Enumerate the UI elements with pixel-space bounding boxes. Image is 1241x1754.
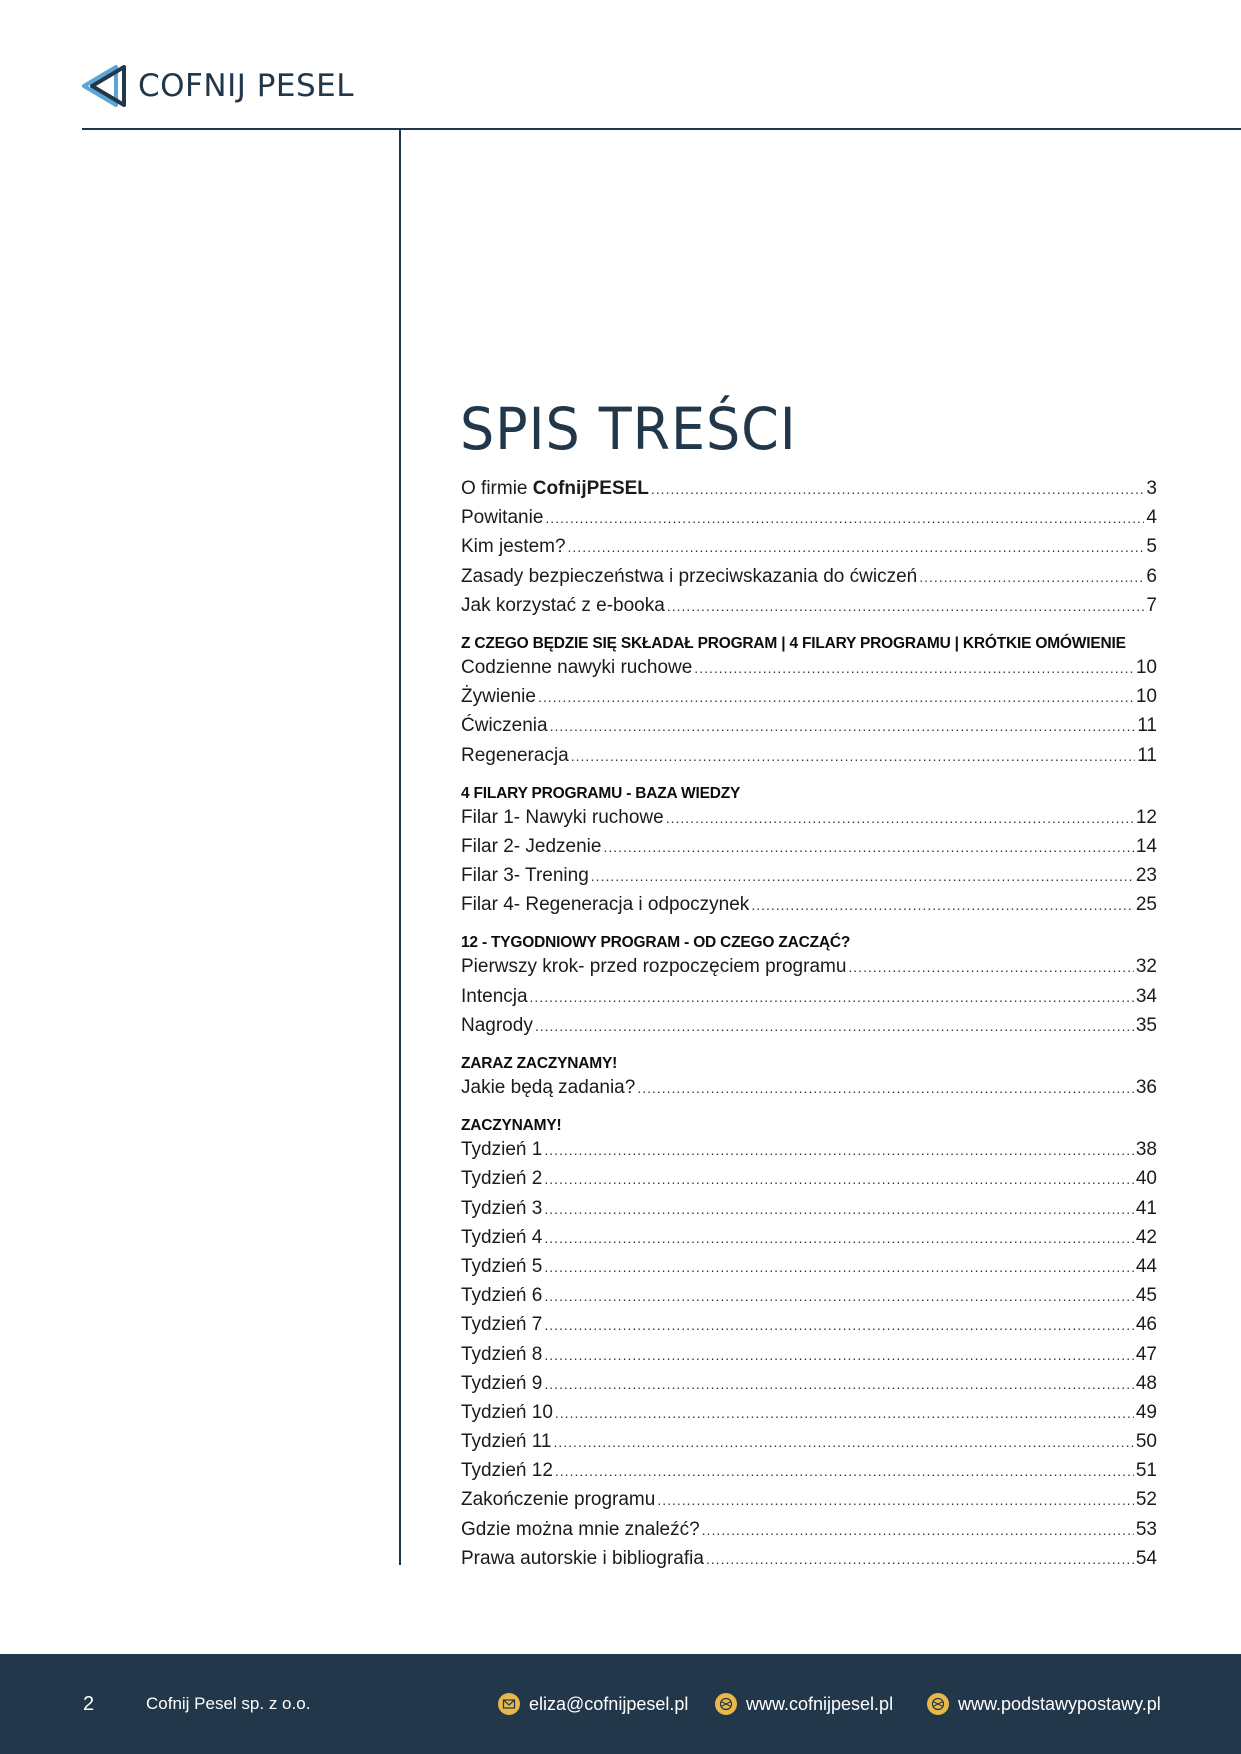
toc-section-heading: ZACZYNAMY! — [461, 1117, 562, 1135]
toc-dot-leader — [544, 1285, 1134, 1307]
toc-entry[interactable] — [461, 1227, 1157, 1256]
toc-entry-label: Tydzień 2 — [461, 1168, 543, 1190]
globe-icon — [715, 1693, 737, 1715]
toc-page-number: 40 — [1135, 1168, 1157, 1190]
toc-page-number: 12 — [1135, 806, 1157, 828]
toc-entry[interactable] — [461, 536, 1157, 565]
page-number: 2 — [83, 1692, 95, 1715]
footer-email[interactable] — [498, 1654, 688, 1754]
toc-entry-label: Pierwszy krok- przed rozpoczęciem programu — [461, 956, 847, 978]
toc-dot-leader — [706, 1548, 1134, 1570]
toc-dot-leader — [544, 1314, 1134, 1336]
logo-triangle-icon — [80, 64, 130, 108]
toc-entry[interactable] — [461, 1402, 1157, 1431]
toc-entry[interactable] — [461, 865, 1157, 894]
toc-page-number: 48 — [1135, 1372, 1157, 1394]
company-name: Cofnij Pesel sp. z o.o. — [146, 1694, 311, 1713]
toc-page-number: 38 — [1135, 1139, 1157, 1161]
toc-entry-label: Powitanie — [461, 507, 544, 529]
toc-entry[interactable] — [461, 986, 1157, 1015]
toc-page-number: 51 — [1135, 1460, 1157, 1482]
toc-entry-label: Filar 3- Trening — [461, 865, 589, 887]
website-link-1[interactable]: www.cofnijpesel.pl — [746, 1693, 894, 1714]
toc-entry-label: Tydzień 11 — [461, 1431, 552, 1453]
toc-entry[interactable] — [461, 715, 1157, 744]
toc-entry-label: Tydzień 12 — [461, 1460, 553, 1482]
toc-entry[interactable] — [461, 836, 1157, 865]
toc-title: SPIS TREŚCI — [460, 395, 797, 463]
toc-section-heading: 4 FILARY PROGRAMU - BAZA WIEDZY — [461, 784, 741, 802]
toc-entry-label: Zasady bezpieczeństwa i przeciwskazania do ćwiczeń — [461, 565, 918, 587]
toc-entry-label: Intencja — [461, 985, 528, 1007]
toc-entry[interactable] — [461, 1548, 1157, 1577]
brand-logo — [80, 64, 354, 108]
toc-dot-leader — [751, 894, 1134, 916]
toc-dot-leader — [666, 807, 1134, 829]
toc-dot-leader — [550, 715, 1136, 737]
toc-entry[interactable] — [461, 1519, 1157, 1548]
toc-dot-leader — [591, 865, 1134, 887]
logo-text: COFNIJ PESEL — [138, 68, 355, 104]
email-icon — [498, 1693, 520, 1715]
email-link[interactable]: eliza@cofnijpesel.pl — [529, 1693, 689, 1714]
toc-dot-leader — [694, 657, 1134, 679]
toc-page-number: 14 — [1135, 835, 1157, 857]
toc-entry-label: Filar 1- Nawyki ruchowe — [461, 806, 664, 828]
toc-page-number: 11 — [1137, 715, 1157, 737]
toc-dot-leader — [919, 566, 1144, 588]
toc-page-number: 4 — [1146, 507, 1157, 529]
toc-dot-leader — [571, 745, 1136, 767]
toc-page-number: 52 — [1135, 1489, 1157, 1511]
toc-section-heading: 12 - TYGODNIOWY PROGRAM - OD CZEGO ZACZĄĆ? — [461, 934, 851, 952]
toc-dot-leader — [544, 1373, 1134, 1395]
toc-entry-label: Tydzień 4 — [461, 1226, 543, 1248]
footer-website-1[interactable] — [715, 1654, 893, 1754]
toc-entry[interactable] — [461, 1198, 1157, 1227]
toc-page-number: 34 — [1135, 985, 1157, 1007]
toc-entry[interactable] — [461, 1344, 1157, 1373]
toc-entry-label: Żywienie — [461, 686, 536, 708]
toc-entry-label: Prawa autorskie i bibliografia — [461, 1547, 704, 1569]
toc-entry-label: Ćwiczenia — [461, 715, 548, 737]
toc-dot-leader — [603, 836, 1133, 858]
toc-section-heading: Z CZEGO BĘDZIE SIĘ SKŁADAŁ PROGRAM | 4 FILARY PROGRAMU | KRÓTKIE OMÓWIENIE — [461, 634, 1126, 652]
toc-entry-label: O firmie CofnijPESEL — [461, 478, 649, 499]
toc-entry[interactable] — [461, 657, 1157, 686]
toc-entry-label: Filar 4- Regeneracja i odpoczynek — [461, 894, 750, 916]
toc-page-number: 50 — [1135, 1431, 1157, 1453]
toc-dot-leader — [555, 1460, 1134, 1482]
toc-page-number: 10 — [1135, 656, 1157, 678]
toc-entry[interactable] — [461, 686, 1157, 715]
toc-dot-leader — [702, 1519, 1134, 1541]
toc-entry[interactable] — [461, 745, 1157, 774]
toc-dot-leader — [848, 956, 1133, 978]
toc-page-number: 35 — [1135, 1014, 1157, 1036]
toc-entry[interactable] — [461, 1139, 1157, 1168]
toc-page-number: 53 — [1135, 1518, 1157, 1540]
table-of-contents — [461, 478, 1157, 1577]
toc-entry[interactable] — [461, 1077, 1157, 1106]
toc-entry-label: Tydzień 5 — [461, 1255, 543, 1277]
toc-entry-label: Filar 2- Jedzenie — [461, 835, 602, 857]
toc-page-number: 10 — [1135, 686, 1157, 708]
footer-website-2[interactable] — [927, 1654, 1161, 1754]
toc-dot-leader — [637, 1077, 1134, 1099]
header-divider — [82, 128, 1241, 130]
toc-dot-leader — [568, 536, 1145, 558]
toc-entry-label: Nagrody — [461, 1014, 533, 1036]
toc-page-number: 47 — [1135, 1343, 1157, 1365]
toc-page-number: 32 — [1135, 956, 1157, 978]
toc-entry[interactable] — [461, 1431, 1157, 1460]
toc-page-number: 11 — [1137, 744, 1157, 766]
side-divider — [399, 129, 401, 1565]
toc-entry[interactable] — [461, 507, 1157, 536]
toc-page-number: 45 — [1135, 1285, 1157, 1307]
toc-entry-label: Tydzień 1 — [461, 1139, 543, 1161]
globe-icon — [927, 1693, 949, 1715]
toc-entry-label: Zakończenie programu — [461, 1489, 656, 1511]
toc-dot-leader — [555, 1402, 1134, 1424]
toc-entry[interactable] — [461, 807, 1157, 836]
toc-page-number: 36 — [1135, 1077, 1157, 1098]
toc-dot-leader — [544, 1344, 1134, 1366]
toc-dot-leader — [544, 1227, 1134, 1249]
toc-dot-leader — [553, 1431, 1133, 1453]
toc-entry[interactable] — [461, 1314, 1157, 1343]
toc-entry-label: Tydzień 6 — [461, 1285, 543, 1307]
toc-page-number: 42 — [1135, 1226, 1157, 1248]
toc-dot-leader — [667, 595, 1145, 617]
toc-dot-leader — [544, 1198, 1134, 1220]
toc-page-number: 46 — [1135, 1314, 1157, 1336]
toc-page-number: 5 — [1146, 536, 1157, 558]
toc-entry-label: Regeneracja — [461, 744, 569, 766]
toc-entry[interactable] — [461, 1285, 1157, 1314]
toc-entry[interactable] — [461, 1460, 1157, 1489]
toc-dot-leader — [538, 686, 1134, 708]
toc-page-number: 49 — [1135, 1401, 1157, 1423]
toc-page-number: 23 — [1135, 865, 1157, 887]
toc-entry-label: Tydzień 10 — [461, 1401, 553, 1423]
toc-section-heading: ZARAZ ZACZYNAMY! — [461, 1055, 618, 1072]
toc-dot-leader — [544, 1256, 1134, 1278]
page-footer — [0, 1654, 1241, 1754]
toc-entry-label: Tydzień 3 — [461, 1197, 543, 1219]
toc-dot-leader — [544, 1139, 1134, 1161]
toc-page-number: 6 — [1146, 565, 1157, 587]
toc-entry[interactable] — [461, 566, 1157, 595]
toc-page-number: 25 — [1135, 894, 1157, 916]
toc-page-number: 44 — [1135, 1255, 1157, 1277]
toc-dot-leader — [544, 1168, 1134, 1190]
toc-page-number: 41 — [1135, 1197, 1157, 1219]
toc-page-number: 54 — [1135, 1547, 1157, 1569]
toc-entry-label: Tydzień 8 — [461, 1343, 543, 1365]
toc-entry-label: Jakie będą zadania? — [461, 1077, 636, 1098]
toc-entry[interactable] — [461, 1256, 1157, 1285]
toc-entry[interactable] — [461, 956, 1157, 985]
toc-dot-leader — [657, 1489, 1134, 1511]
toc-dot-leader — [535, 1015, 1134, 1037]
toc-entry[interactable] — [461, 595, 1157, 624]
toc-entry-label: Codzienne nawyki ruchowe — [461, 656, 693, 678]
toc-dot-leader — [530, 986, 1134, 1008]
toc-entry-label: Gdzie można mnie znaleźć? — [461, 1518, 700, 1540]
toc-entry[interactable] — [461, 1373, 1157, 1402]
toc-entry-label: Jak korzystać z e-booka — [461, 594, 665, 616]
toc-entry[interactable] — [461, 1489, 1157, 1518]
toc-entry-label: Kim jestem? — [461, 536, 566, 558]
toc-entry[interactable] — [461, 1168, 1157, 1197]
toc-dot-leader — [651, 478, 1145, 500]
toc-entry[interactable] — [461, 1015, 1157, 1044]
toc-entry[interactable] — [461, 894, 1157, 923]
toc-page-number: 3 — [1146, 478, 1157, 499]
toc-entry-label: Tydzień 7 — [461, 1314, 543, 1336]
toc-entry-brand: CofnijPESEL — [532, 478, 649, 499]
toc-entry-label: Tydzień 9 — [461, 1372, 543, 1394]
toc-entry[interactable] — [461, 478, 1157, 507]
website-link-2[interactable]: www.podstawypostawy.pl — [958, 1693, 1161, 1714]
toc-page-number: 7 — [1146, 594, 1157, 616]
toc-dot-leader — [545, 507, 1144, 529]
